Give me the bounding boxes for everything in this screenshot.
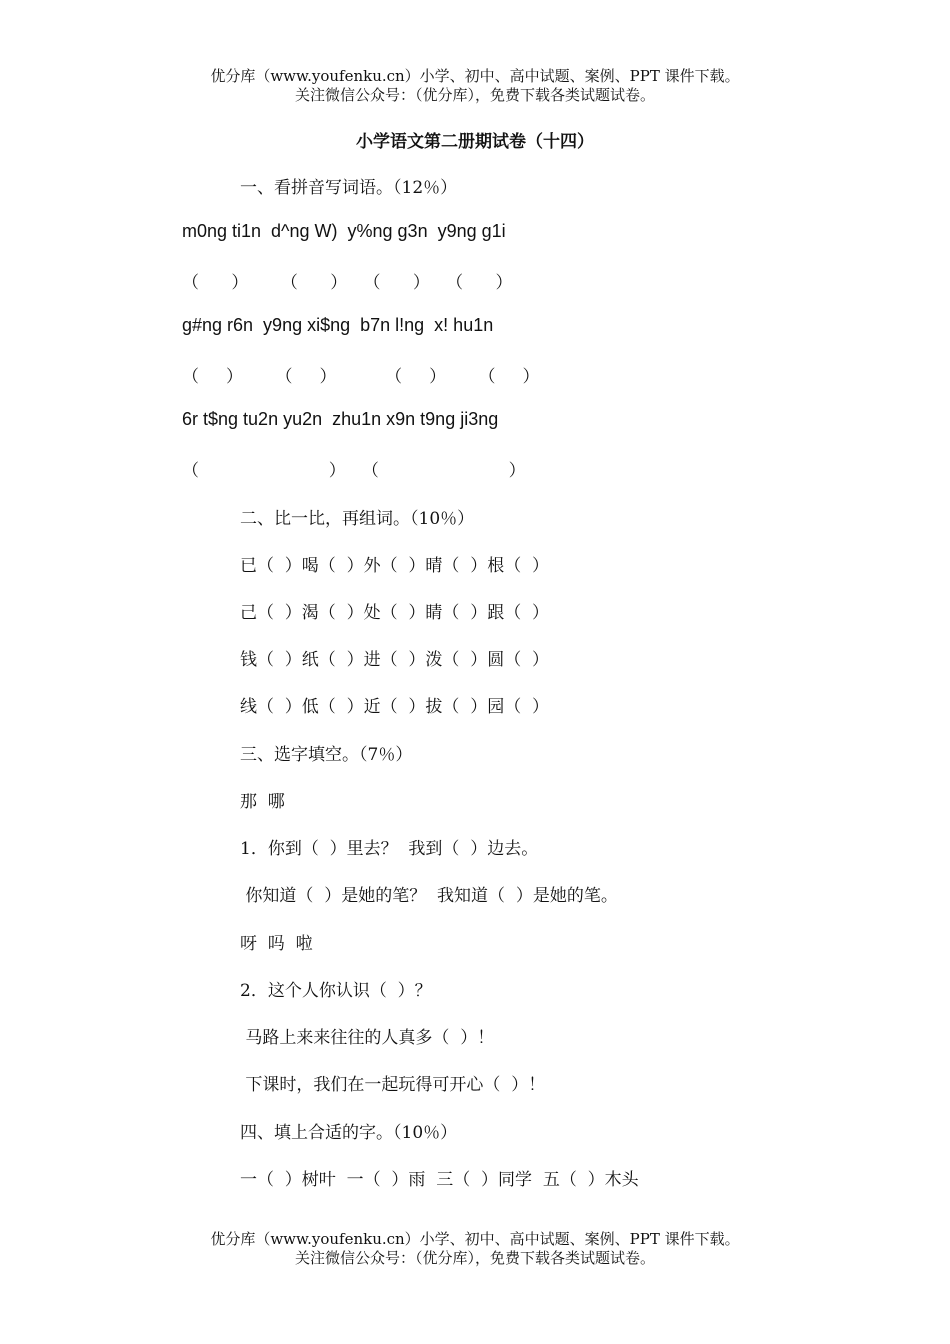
question-1a: 1．你到（ ）里去？ 我到（ ）边去。 [240,839,539,859]
question-1b: 你知道（ ）是她的笔？ 我知道（ ）是她的笔。 [240,886,618,906]
pinyin-row-1: m0ng ti1n d^ng W) y%ng g3n y9ng g1i [182,221,506,241]
header-line-1: 优分库（www.youfenku.cn）小学、初中、高中试题、案例、PPT 课件下载。 [210,67,740,85]
footer-line-2: 关注微信公众号：（优分库），免费下载各类试题试卷。 [294,1249,655,1267]
measure-word-row-1: 一（ ）树叶 一（ ）雨 三（ ）同学 五（ ）木头 [240,1170,639,1190]
footer-line-1: 优分库（www.youfenku.cn）小学、初中、高中试题、案例、PPT 课件下载。 [210,1230,740,1248]
compare-row-2: 己（ ）渴（ ）处（ ）睛（ ）跟（ ） [240,603,550,623]
choice-options-2: 呀 吗 啦 [240,934,313,954]
section-3-heading: 三、选字填空。（7％） [240,745,413,765]
exam-title: 小学语文第二册期试卷（十四） [356,132,594,152]
header-line-2: 关注微信公众号：（优分库），免费下载各类试题试卷。 [294,86,655,104]
section-4-heading: 四、填上合适的字。（10％） [240,1123,458,1143]
pinyin-row-3: 6r t$ng tu2n yu2n zhu1n x9n t9ng ji3ng [182,409,499,429]
section-1-heading: 一、看拼音写词语。（12％） [240,178,458,198]
pinyin-row-2: g#ng r6n y9ng xi$ng b7n l!ng x! hu1n [182,315,494,335]
section-2-heading: 二、比一比，再组词。（10％） [240,509,475,529]
compare-row-4: 线（ ）低（ ）近（ ）拔（ ）园（ ） [240,697,550,717]
compare-row-3: 钱（ ）纸（ ）进（ ）泼（ ）圆（ ） [240,650,550,670]
question-2c: 下课时，我们在一起玩得可开心（ ）！ [240,1075,546,1095]
question-2a: 2．这个人你认识（ ）？ [240,981,432,1001]
answer-blanks-row-2: （ ） （ ） （ ） （ ） [182,367,540,387]
answer-blanks-row-1: （ ） （ ） （ ） （ ） [182,273,513,293]
question-2b: 马路上来来往往的人真多（ ）！ [240,1028,495,1048]
choice-options-1: 那 哪 [240,792,285,812]
compare-row-1: 已（ ）喝（ ）外（ ）晴（ ）根（ ） [240,556,550,576]
answer-blanks-row-3: （ ） （ ） [182,461,526,481]
